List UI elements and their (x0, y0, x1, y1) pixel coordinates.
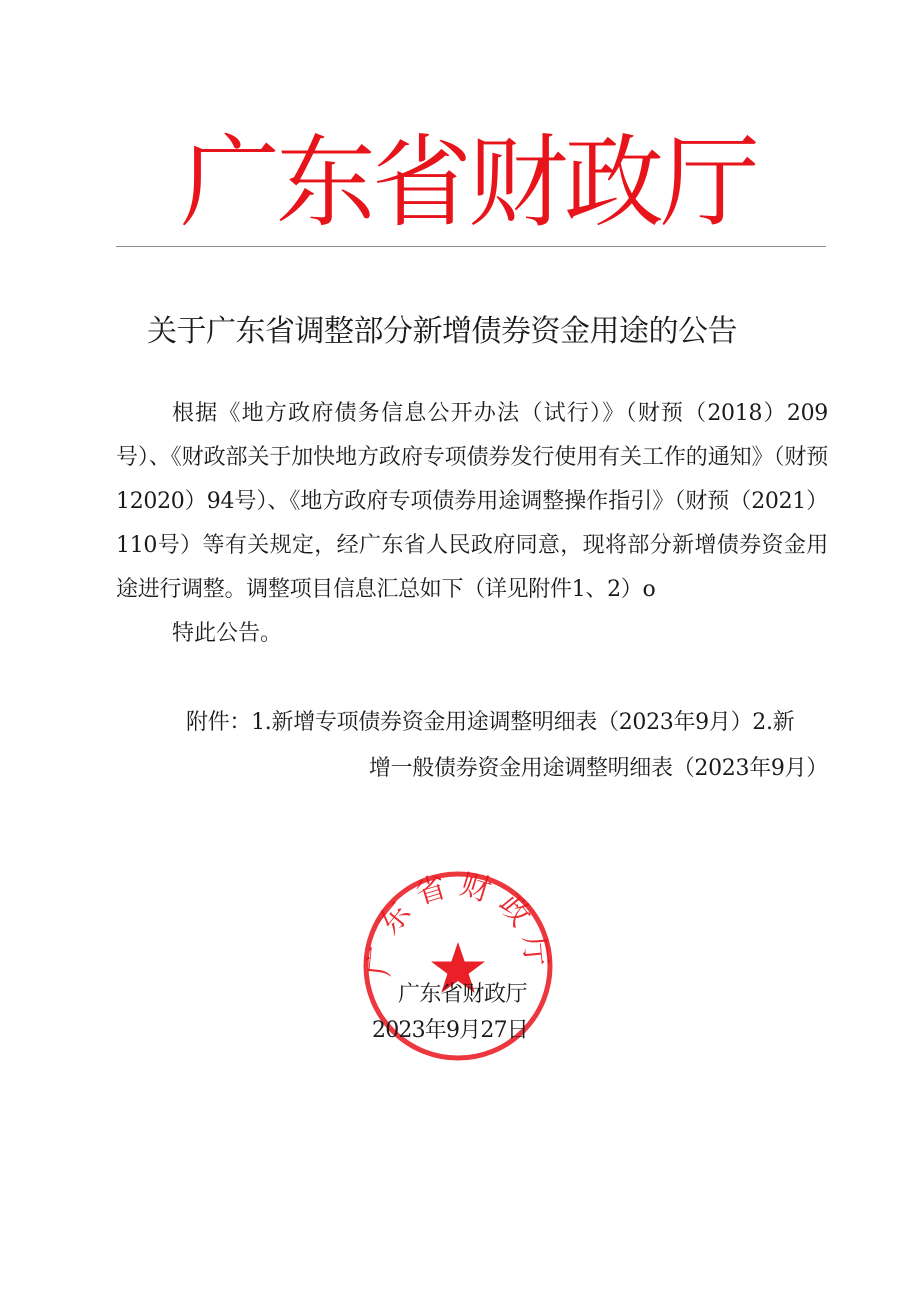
document-title: 关于广东省调整部分新增债券资金用途的公告 (147, 314, 737, 349)
masthead-title: 广东省财政厅 (180, 124, 756, 241)
document-body: 根据《地方政府债务信息公开办法（试行）》（财预（2018）209号）、《财政部关于加快地方政府专项债券发行使用有关工作的通知》（财预12020）94号）、《地方政府专项债券用途调整操作指引》（财预（2021）110号）等有关规定，经广东省人民政府同意，现将部分新增债券资金用途进行调整。调整项目信息汇总如下（详见附件1、2）o (116, 401, 828, 602)
seal-arc-text: 广东省财政厅 (361, 868, 555, 978)
attachment-line-2: 增一般债券资金用途调整明细表（2023年9月） (368, 756, 828, 781)
masthead-divider (116, 246, 826, 247)
closing-line: 特此公告。 (172, 621, 283, 646)
signature-organization: 广东省财政厅 (398, 982, 528, 1007)
attachment-list (116, 700, 828, 792)
signature-date: 2023年9月27日 (372, 1018, 528, 1043)
attachment-line-1: 附件：1.新增专项债券资金用途调整明细表（2023年9月）2.新 (186, 710, 795, 735)
